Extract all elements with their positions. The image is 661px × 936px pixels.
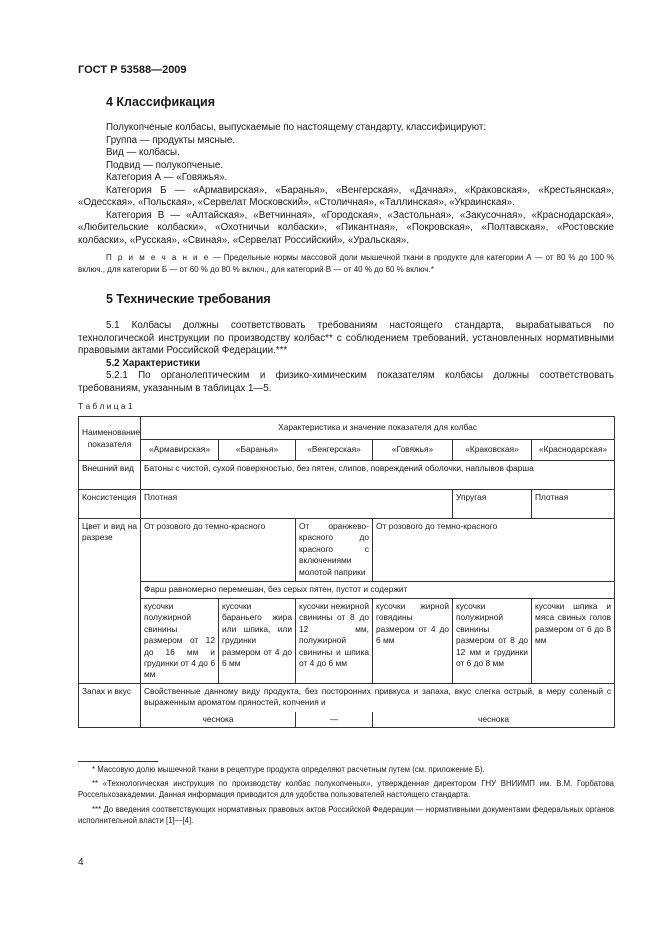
section-5-title: 5 Технические требования xyxy=(106,292,271,306)
column-header-krakovskaya: «Краковская» xyxy=(453,440,532,461)
consistency-dense: Плотная xyxy=(141,490,453,519)
classification-line: Подвид — полукопченые. xyxy=(106,159,224,171)
clause-5-2-1: 5.2.1 По органолептическим и физико-химическим показателям колбасы должны соответствовать требованиям, указанным в таблицах 1—5. xyxy=(78,370,614,394)
clause-5-1: 5.1 Колбасы должны соответствовать требованиям настоящего стандарта, вырабатываться по технологической инструкции по производству колбас** с соблюдением требований, установленных нормативными правовыми актами Российской Федерации.*** xyxy=(78,320,614,356)
footnote-1: * Массовую долю мышечной ткани в рецептуре продукта определяют расчетным путем (см. приложение Б). xyxy=(92,765,485,774)
footnote-3: *** До введения соответствующих нормативных правовых актов Российской Федерации — нормативными документами федеральных органов исполнительной власти [1]—[4]. xyxy=(78,804,614,825)
column-header-krasnodarskaya: «Краснодарская» xyxy=(532,440,615,461)
row-value-appearance: Батоны с чистой, сухой поверхностью, без пятен, слипов, повреждений оболочки, наплывов фарша xyxy=(141,461,615,490)
note-text: — Предельные нормы массовой доли мышечной ткани в продукте для категории А — от 80 % до 100 % включ., для категории Б — от 60 % до 80 % включ., для категорий В — от 40 % до 60 % включ.* xyxy=(78,253,614,274)
classification-line: Полукопченые колбасы, выпускаемые по настоящему стандарту, классифицируют: xyxy=(106,122,487,133)
footnotes xyxy=(78,764,614,826)
column-header-armavirskaya: «Армавирская» xyxy=(141,440,219,461)
color-pink-red: От розового до темно-красного xyxy=(141,519,296,582)
footnote-2: ** «Технологическая инструкция по производству колбас полукопченых», утвержденная директором ГНУ ВНИИМП им. В.М. Горбатова Россельхозакадемии. Данная информация приводится для удобства пользователей настоящего стандарта. xyxy=(78,779,614,800)
consistency-elastic: Упругая xyxy=(453,490,532,519)
classification-list xyxy=(106,122,614,185)
smell-taste-garlic-2: чеснока xyxy=(373,712,615,728)
smell-taste-description: Свойственные данному виду продукта, без посторонних привкуса и запаха, вкус слегка острый, в меру соленый с выраженным ароматом пряностей, копчения и xyxy=(141,683,615,712)
header-indicator-name: Наименование показателя xyxy=(79,417,141,461)
color-pink-red-2: От розового до темно-красного xyxy=(373,519,615,582)
note-label: П р и м е ч а н и е xyxy=(106,253,210,262)
inclusions-baranya: кусочки бараньего жира или шпика, или грудинки размером от 4 до 6 мм xyxy=(219,599,296,684)
inclusions-armavirskaya: кусочки полужирной свинины размером от 12 до 16 мм и грудинки от 4 до 6 мм xyxy=(141,599,219,684)
category-v: Категория В — «Алтайская», «Ветчинная», «Городская», «Застольная», «Закусочная», «Краснодарская», «Любительские колбаски», «Охотничьи колбаски», «Пикантная», «Покровская», «Полтавская», «Ростовские колбаски», «Русская», «Свиная», «Сервелат Российский», «Уральская». xyxy=(78,209,614,246)
mince-description: Фарш равномерно перемешан, без серых пятен, пустот и содержит xyxy=(141,582,615,599)
section-4-title: 4 Классификация xyxy=(106,95,216,109)
classification-line: Категория А — «Говяжья». xyxy=(106,172,228,183)
consistency-dense-2: Плотная xyxy=(532,490,615,519)
table-1 xyxy=(78,416,615,728)
page-number: 4 xyxy=(78,857,84,868)
column-header-baranya: «Баранья» xyxy=(219,440,296,461)
row-name-color: Цвет и вид на разрезе xyxy=(79,519,141,684)
classification-line: Группа — продукты мясные. xyxy=(106,134,236,146)
inclusions-govyazhya: кусочки жирной говядины размером от 4 до 6 мм xyxy=(373,599,453,684)
category-b: Категория Б — «Армавирская», «Баранья», «Венгерская», «Дачная», «Краковская», «Крестьянская», «Одесская», «Польская», «Сервелат Московский», «Столичная», «Таллинская», «Украинская». xyxy=(78,184,614,208)
inclusions-krasnodarskaya: кусочки шпика и мяса свиных голов размером от 6 до 8 мм xyxy=(532,599,615,684)
smell-taste-none: — xyxy=(296,712,373,728)
smell-taste-garlic: чеснока xyxy=(141,712,296,728)
inclusions-krakovskaya: кусочки полужирной свинины размером от 8 до 12 мм и грудинки от 6 до 8 мм xyxy=(453,599,532,684)
row-name-appearance: Внешний вид xyxy=(79,461,141,490)
color-orange-red-paprika: От оранжево-красного до красного с включениями молотой паприки xyxy=(296,519,373,582)
column-header-govyazhya: «Говяжья» xyxy=(373,440,453,461)
document-header: ГОСТ Р 53588—2009 xyxy=(78,64,187,76)
classification-note xyxy=(78,252,614,276)
header-characteristic-group: Характеристика и значение показателя для колбас xyxy=(141,417,615,440)
row-name-smell-taste: Запах и вкус xyxy=(79,683,141,727)
column-header-vengerskaya: «Венгерская» xyxy=(296,440,373,461)
clause-5-2-title: 5.2 Характеристики xyxy=(106,357,201,369)
classification-line: Вид — колбасы. xyxy=(106,147,180,158)
inclusions-vengerskaya: кусочки нежирной свинины от 8 до 12 мм, полужирной свинины и шпика от 4 до 6 мм xyxy=(296,599,373,684)
table-caption: Т а б л и ц а 1 xyxy=(78,401,133,411)
row-name-consistency: Консистенция xyxy=(79,490,141,519)
footnote-separator xyxy=(78,761,158,762)
